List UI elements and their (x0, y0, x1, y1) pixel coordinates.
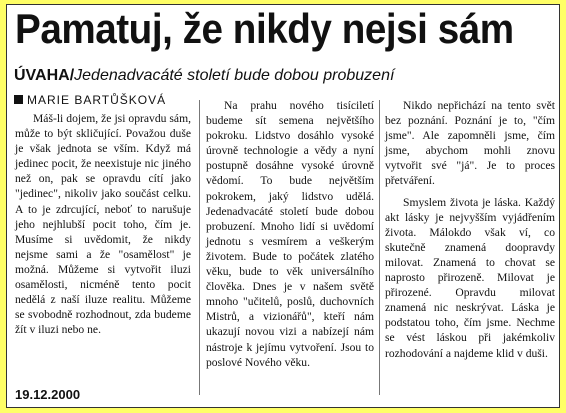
author-square-icon (14, 95, 23, 104)
publication-date: 19.12.2000 (15, 387, 81, 402)
subtitle: Jedenadvacáté století bude dobou probuzení (74, 67, 395, 84)
subtitle-line (14, 67, 394, 85)
paragraph: Na prahu nového tisíciletí budeme sít semena největšího pokroku. Lidstvo dosáhlo vysoké úrovně technologie a vědy a nyní postupně dosáhne vysoké úrovně vědomí. To bude největším pokrokem, jaký lidstvo udělá. Jedenadvacáté století bude dobou probuzení. Mnoho lidí si uvědomí jednotu s vesmírem a veškerým životem. Bude to počátek zlatého věku, bude to věk universálního člověka. Dnes je v našem světě mnoho "učitelů, poslů, duchovních Mistrů, a vizionářů", kteří nám ukazují novou vizi a nabízejí nám nástroje k jejímu vytvoření. Jsou to poslové Nového věku. (206, 99, 374, 369)
article-column-1 (15, 111, 191, 337)
headline: Pamatuj, že nikdy nejsi sám (15, 5, 514, 52)
paragraph: Máš-li dojem, že jsi opravdu sám, může to být skličující. Považou duše je však jednota se vším. Když má jedinec pocit, že neexistuje nic jiného než on, pak se opravdu cítí jako "jedinec", nikoliv jako součást celku. A to je zdrcující, neboť to narušuje jeho nejhlubší pocit toho, čím je. Musíme si uvědomit, že nikdy nejsme sami a že "osamělost" je možná. Můžeme si vytvořit iluzi osamělosti, nicméně tento pocit nedělá z naší iluze realitu. Můžeme se svobodně rozhodnout, zda budeme žít v iluzi nebo ne. (15, 112, 191, 337)
newspaper-clipping (6, 4, 560, 408)
article-column-2 (206, 98, 374, 370)
column-divider (199, 100, 200, 395)
paragraph: Smyslem života je láska. Každý akt lásky je nejvyšším vyjádřením života. Málokdo však ví, co skutečně znamená doopravdy milovat. Znamená to chovat se naprosto přirozeně. Milovat je přirozené. Opravdu milovat znamená nic neskrývat. Láska je podstatou toho, čím jsme. Nechme se vést láskou při jakémkoliv rozhodování a najdeme klid v duši. (385, 195, 555, 360)
author-name: MARIE BARTŮŠKOVÁ (27, 93, 167, 107)
section-tag: ÚVAHA/ (14, 67, 75, 84)
author-line (14, 93, 166, 107)
article-column-3 (385, 98, 555, 361)
paragraph: Nikdo nepřichází na tento svět bez poznání. Poznání je to, "čím jsme". Ale zapomněli jsme, čím jsme, abychom mohli znovu vytvořit své "já". Je to proces přetváření. (385, 99, 555, 188)
column-divider (379, 100, 380, 395)
